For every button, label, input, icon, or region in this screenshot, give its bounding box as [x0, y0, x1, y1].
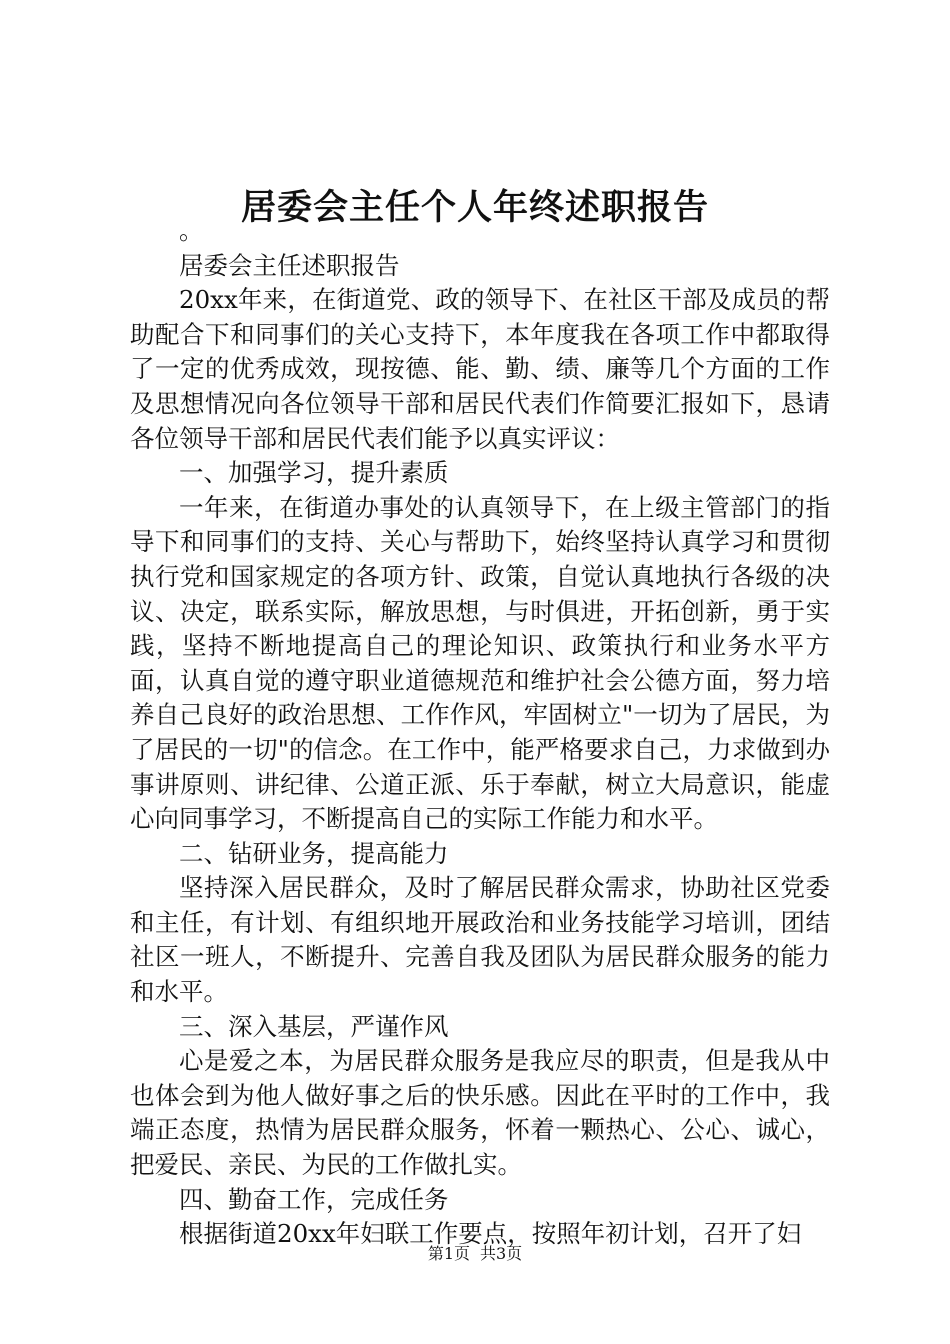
page-total: 共3页 [480, 1244, 523, 1263]
page-number: 第1页 [427, 1244, 470, 1263]
section-heading-1: 一、加强学习，提升素质 [179, 458, 449, 488]
page-footer [0, 1243, 950, 1265]
paragraph-section-1: 一年来，在街道办事处的认真领导下，在上级主管部门的指导下和同事们的支持、关心与帮助下，始终坚持认真学习和贯彻执行党和国家规定的各项方针、政策，自觉认真地执行各级的决议、决定，联系实际，解放思想，与时俱进，开拓创新，勇于实践，坚持不断地提高自己的理论知识、政策执行和业务水平方面，认真自觉的遵守职业道德规范和维护社会公德方面，努力培养自己良好的政治思想、工作作风，牢固树立"一切为了居民，为了居民的一切"的信念。在工作中，能严格要求自己，力求做到办事讲原则、讲纪律、公道正派、乐于奉献，树立大局意识，能虚心向同事学习，不断提高自己的实际工作能力和水平。 [130, 492, 830, 834]
paragraph-section-3: 心是爱之本，为居民群众服务是我应尽的职责，但是我从中也体会到为他人做好事之后的快乐感。因此在平时的工作中，我端正态度，热情为居民群众服务，怀着一颗热心、公心、诚心，把爱民、亲民、为民的工作做扎实。 [130, 1046, 830, 1180]
section-heading-3: 三、深入基层，严谨作风 [179, 1011, 449, 1041]
document-body [130, 214, 830, 1252]
paragraph-section-2: 坚持深入居民群众，及时了解居民群众需求，协助社区党委和主任，有计划、有组织地开展政治和业务技能学习培训，团结社区一班人，不断提升、完善自我及团队为居民群众服务的能力和水平。 [130, 873, 830, 1007]
paragraph-leading-mark: 。 [179, 216, 204, 245]
document-title: 居委会主任个人年终述职报告 [240, 187, 709, 228]
paragraph-intro: 20xx年来，在街道党、政的领导下、在社区干部及成员的帮助配合下和同事们的关心支持下，本年度我在各项工作中都取得了一定的优秀成效，现按德、能、勤、绩、廉等几个方面的工作及思想情况向各位领导干部和居民代表们作简要汇报如下，恳请各位领导干部和居民代表们能予以真实评议： [130, 285, 830, 453]
section-heading-2: 二、钻研业务，提高能力 [179, 838, 449, 868]
paragraph-section-4: 根据街道20xx年妇联工作要点，按照年初计划，召开了妇 [179, 1219, 802, 1249]
paragraph-subtitle: 居委会主任述职报告 [179, 250, 400, 280]
section-heading-4: 四、勤奋工作，完成任务 [179, 1184, 449, 1214]
